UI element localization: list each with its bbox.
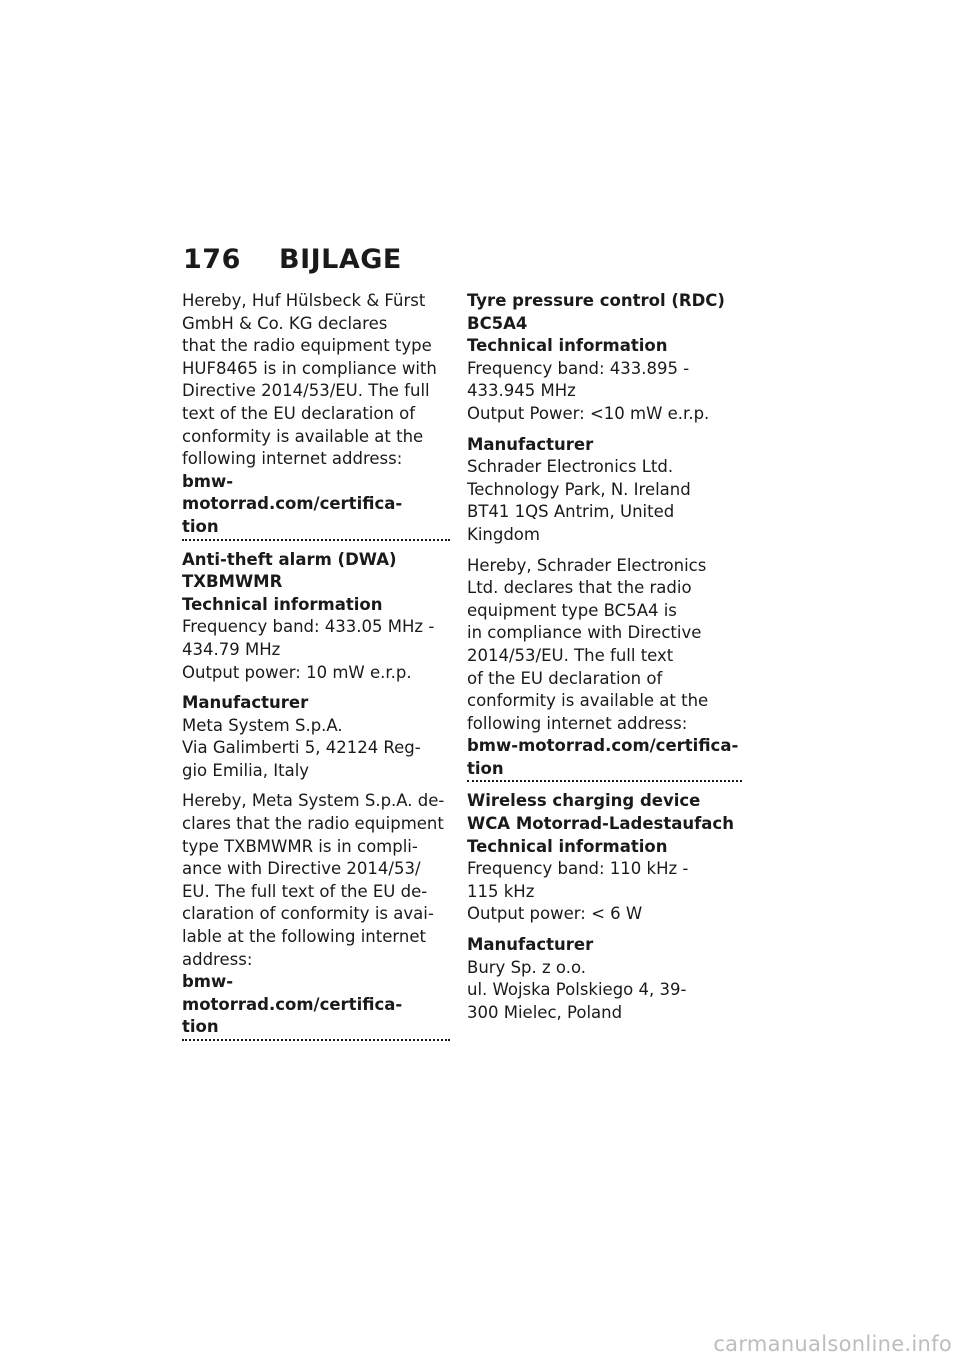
dwa-tech-info-heading: Technical information xyxy=(182,594,383,614)
left-column xyxy=(182,290,450,1049)
rdc-heading: Tyre pressure control (RDC) BC5A4 xyxy=(467,291,725,333)
certification-link-rdc[interactable]: bmw-motorrad.com/certifica- tion xyxy=(467,735,742,782)
wca-heading: Wireless charging device WCA Motorrad-Ladestaufach xyxy=(467,791,734,834)
certification-link-huf[interactable]: bmw-motorrad.com/certifica- tion xyxy=(182,471,450,541)
dwa-manufacturer-heading: Manufacturer xyxy=(182,693,309,713)
dwa-heading: Anti-theft alarm (DWA) TXBMWMR xyxy=(182,549,397,592)
wca-tech-info-text: Frequency band: 110 kHz - 115 kHz Output power: < 6 W xyxy=(467,859,689,924)
rdc-tech-info-heading: Technical information xyxy=(467,336,668,356)
dwa-declaration-text: Hereby, Meta System S.p.A. de- clares that the radio equipment type TXBMWMR is in compli- ance with Directive 2014/53/ EU. The full text of the EU de- claration of conformity is avai- lable at the following internet address: xyxy=(182,791,445,969)
rdc-tech-info-text: Frequency band: 433.895 - 433.945 MHz Output Power: <10 mW e.r.p. xyxy=(467,358,710,423)
dwa-tech-info-text: Frequency band: 433.05 MHz - 434.79 MHz Output power: 10 mW e.r.p. xyxy=(182,617,435,682)
section-title: BIJLAGE xyxy=(279,244,402,275)
rdc-manufacturer-text: Schrader Electronics Ltd. Technology Park, N. Ireland BT41 1QS Antrim, United Kingdom xyxy=(467,457,691,544)
certification-link-dwa[interactable]: bmw-motorrad.com/certifica- tion xyxy=(182,971,450,1041)
page-number: 176 xyxy=(183,244,241,275)
right-column xyxy=(467,290,742,1032)
rdc-declaration-text: Hereby, Schrader Electronics Ltd. declares that the radio equipment type BC5A4 is in compliance with Directive 2014/53/EU. The full text of the EU declaration of conformity is available at the following internet address: xyxy=(467,555,709,733)
rdc-manufacturer-heading: Manufacturer xyxy=(467,434,594,454)
dwa-manufacturer-text: Meta System S.p.A. Via Galimberti 5, 42124 Reg- gio Emilia, Italy xyxy=(182,715,421,780)
wca-tech-info-heading: Technical information xyxy=(467,836,668,856)
wca-manufacturer-heading: Manufacturer xyxy=(467,935,594,955)
huf-declaration-text: Hereby, Huf Hülsbeck & Fürst GmbH & Co. KG declares that the radio equipment type HUF8465 is in compliance with Directive 2014/53/EU. The full text of the EU declaration of conformity is available at the following internet address: xyxy=(182,291,437,469)
watermark: carmanualsonline.info xyxy=(713,1332,952,1356)
wca-manufacturer-text: Bury Sp. z o.o. ul. Wojska Polskiego 4, 39- 300 Mielec, Poland xyxy=(467,957,687,1022)
page-header xyxy=(183,238,402,282)
